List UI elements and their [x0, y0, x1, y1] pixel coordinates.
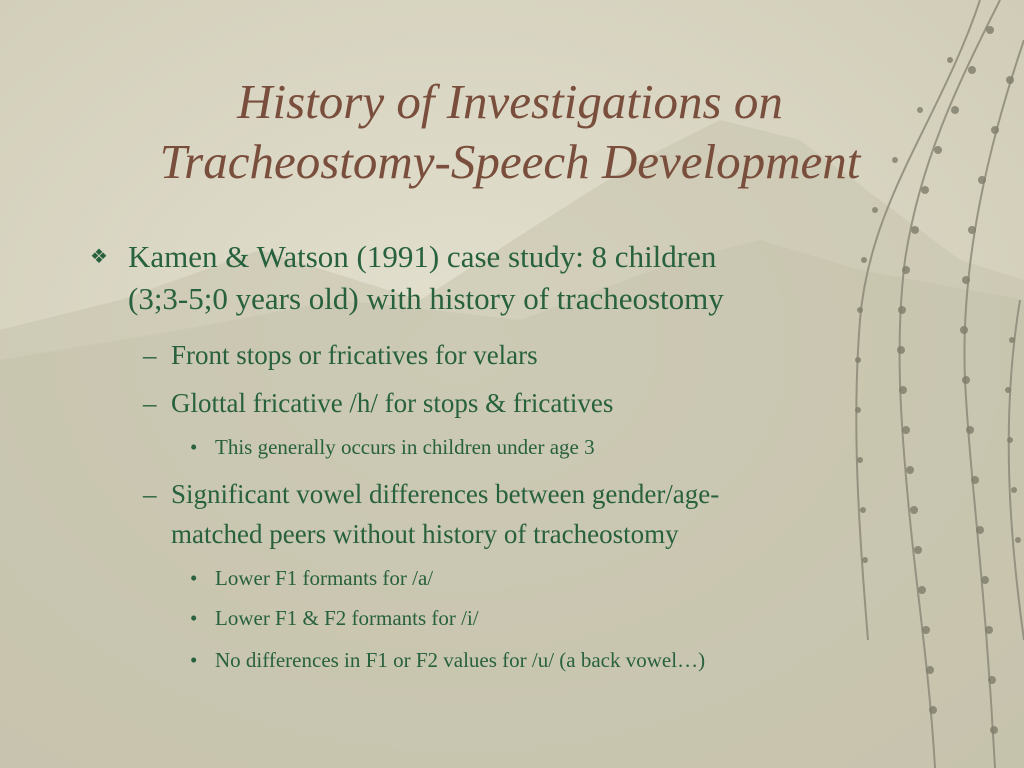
slide-title: [60, 72, 960, 192]
dot-bullet-icon: •: [190, 606, 198, 630]
sub-bullet-line-2: matched peers without history of tracheostomy: [171, 519, 679, 549]
sub-sub-bullet-f1-a: [190, 563, 915, 593]
sub-sub-bullet-text: Lower F1 & F2 formants for /i/: [215, 606, 479, 630]
dot-bullet-icon: •: [190, 566, 198, 590]
title-line-2: Tracheostomy-Speech Development: [159, 134, 861, 189]
sub-sub-bullet-text: This generally occurs in children under age 3: [215, 435, 595, 459]
sub-sub-bullet-text: No differences in F1 or F2 values for /u/ (a back vowel…): [215, 648, 706, 672]
diamond-bullet-icon: ❖: [90, 246, 108, 268]
sub-sub-bullet-f1-f2-i: [190, 603, 915, 633]
sub-sub-bullet-text: Lower F1 formants for /a/: [215, 566, 434, 590]
dash-bullet-icon: –: [143, 388, 157, 418]
bullet-line-2: (3;3-5;0 years old) with history of tracheostomy: [128, 281, 724, 316]
title-line-1: History of Investigations on: [237, 74, 783, 129]
dot-bullet-icon: •: [190, 435, 198, 459]
dot-bullet-icon: •: [190, 648, 198, 672]
sub-bullet-vowel-differences: [143, 474, 901, 554]
sub-bullet-glottal-fricative: [143, 383, 901, 423]
bullet-line-1: Kamen & Watson (1991) case study: 8 children: [128, 239, 717, 274]
sub-bullet-text: Glottal fricative /h/ for stops & fricatives: [171, 388, 614, 418]
dash-bullet-icon: –: [143, 340, 157, 370]
dash-bullet-icon: –: [143, 479, 157, 509]
sub-sub-bullet-u-vowel: [190, 645, 915, 675]
sub-sub-bullet-age: [190, 432, 915, 462]
sub-bullet-front-stops: [143, 335, 901, 375]
sub-bullet-text: Front stops or fricatives for velars: [171, 340, 538, 370]
sub-bullet-line-1: Significant vowel differences between gender/age-: [171, 479, 720, 509]
bullet-case-study: [90, 236, 908, 320]
